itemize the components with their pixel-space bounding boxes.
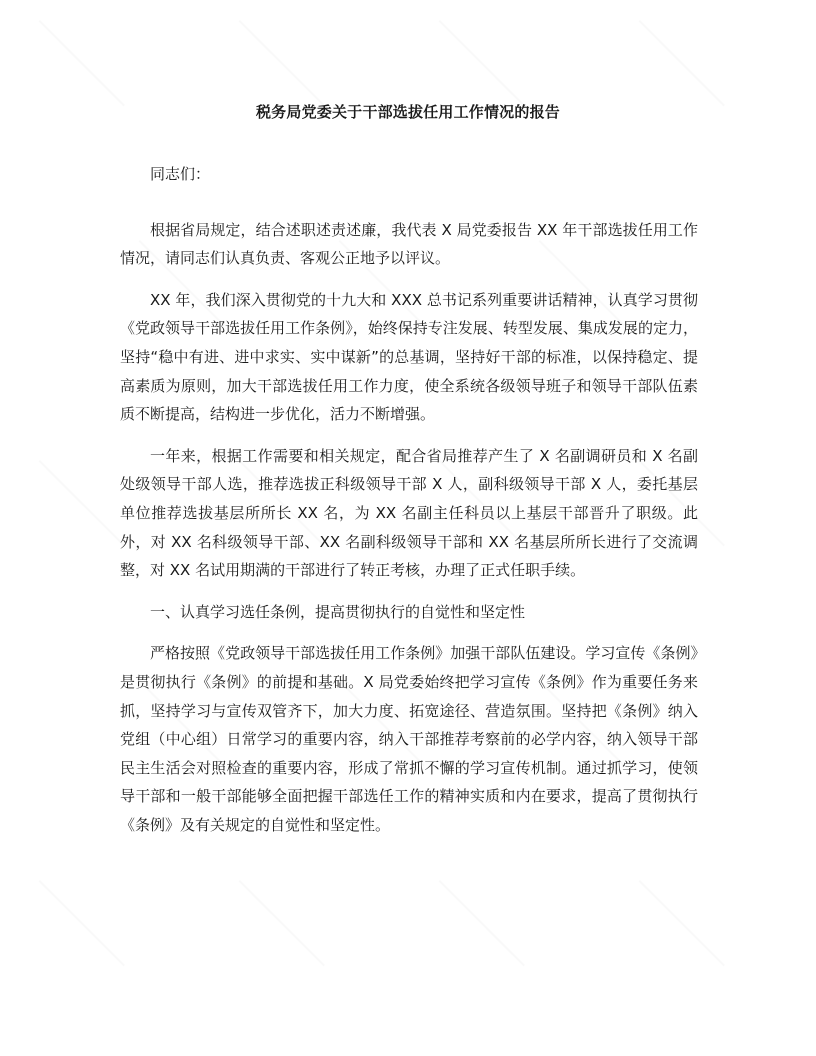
- section-heading-1: 一、认真学习选任条例，提高贯彻执行的自觉性和坚定性: [150, 602, 526, 621]
- watermark-mark: [239, 20, 325, 106]
- document-body: [120, 160, 698, 852]
- paragraph-2: XX 年，我们深入贯彻党的十九大和 XXX 总书记系列重要讲话精神，认真学习贯彻《党政领导干部选拔任用工作条例》，始终保持专注发展、转型发展、集成发展的定力，坚持“稳中有进、进中求实、实中谋新”的总基调，坚持好干部的标准，以保持稳定、提高素质为原则，加大干部选拔任用工作力度，使全系统各级领导班子和领导干部队伍素质不断提高，结构进一步优化，活力不断增强。: [120, 290, 698, 424]
- greeting: 同志们：: [150, 165, 211, 183]
- watermark-mark: [39, 20, 125, 106]
- watermark-mark: [439, 880, 525, 966]
- watermark-mark: [439, 20, 525, 106]
- document-title: 税务局党委关于干部选拔任用工作情况的报告: [255, 103, 560, 121]
- paragraph-1: 根据省局规定，结合述职述责述廉，我代表 X 局党委报告 XX 年干部选拔任用工作情况，请同志们认真负责、客观公正地予以评议。: [120, 220, 698, 268]
- watermark-mark: [239, 880, 325, 966]
- paragraph-3: 一年来，根据工作需要和相关规定，配合省局推荐产生了 X 名副调研员和 X 名副处级领导干部人选，推荐选拔正科级领导干部 X 人，副科级领导干部 X 人，委托基层单位推荐选拔基层所所长 XX 名，为 XX 名副主任科员以上基层干部晋升了职级。此外，对 XX 名科级领导干部、XX 名副科级领导干部和 XX 名基层所所长进行了交流调整，对 XX 名试用期满的干部进行了转正考核，办理了正式任职手续。: [120, 446, 698, 580]
- watermark-mark: [639, 20, 725, 106]
- watermark-mark: [39, 880, 125, 966]
- paragraph-4: 严格按照《党政领导干部选拔任用工作条例》加强干部队伍建设。学习宣传《条例》是贯彻执行《条例》的前提和基础。X 局党委始终把学习宣传《条例》作为重要任务来抓，坚持学习与宣传双管齐下，加大力度、拓宽途径、营造氛围。坚持把《条例》纳入党组（中心组）日常学习的重要内容，纳入干部推荐考察前的必学内容，纳入领导干部民主生活会对照检查的重要内容，形成了常抓不懈的学习宣传机制。通过抓学习，使领导干部和一般干部能够全面把握干部选任工作的精神实质和内在要求，提高了贯彻执行《条例》及有关规定的自觉性和坚定性。: [120, 644, 698, 834]
- watermark-mark: [639, 880, 725, 966]
- watermark-mark: [39, 460, 125, 546]
